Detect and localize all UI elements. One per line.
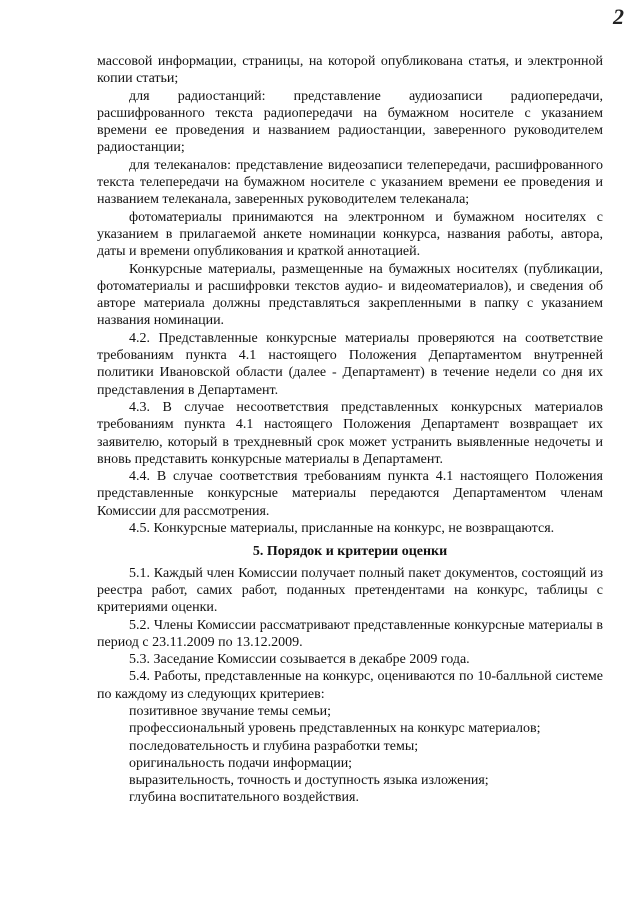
paragraph-media-continued: массовой информации, страницы, на которой опубликована статья, и электронной копии статьи; bbox=[97, 54, 603, 87]
paragraph-5-4: 5.4. Работы, представленные на конкурс, оцениваются по 10-балльной системе по каждому из следующих критериев: bbox=[97, 669, 603, 702]
criterion-item: профессиональный уровень представленных на конкурс материалов; bbox=[129, 721, 541, 737]
paragraph-photo: фотоматериалы принимаются на электронном и бумажном носителях с указанием в прилагаемой анкете номинации конкурса, названия работы, автора, даты и времени опубликования и краткой аннотацией. bbox=[97, 209, 603, 260]
page-number-mark: 2 bbox=[613, 4, 624, 29]
criterion-item: позитивное звучание темы семьи; bbox=[129, 703, 332, 719]
paragraph-4-5: 4.5. Конкурсные материалы, присланные на конкурс, не возвращаются. bbox=[129, 521, 555, 537]
paragraph-paper-materials: Конкурсные материалы, размещенные на бумажных носителях (публикации, фотоматериалы и расшифровки текстов аудио- и видеоматериалов), и сведения об авторе материала должны представляться закрепленными в папку с указанием названия номинации. bbox=[97, 261, 603, 329]
criterion-item: последовательность и глубина разработки темы; bbox=[129, 738, 419, 754]
paragraph-radio: для радиостанций: представление аудиозаписи радиопередачи, расшифрованного текста радиопередачи на бумажном носителе с указанием времени ее проведения и названием радиостанции, заверенного руководителем радиостанции; bbox=[97, 88, 603, 156]
criterion-item: глубина воспитательного воздействия. bbox=[129, 790, 359, 806]
paragraph-tv: для телеканалов: представление видеозаписи телепередачи, расшифрованного текста телепередачи на бумажном носителе с указанием времени ее проведения и названием телеканала, заверенных руководителем телеканала; bbox=[97, 157, 603, 208]
paragraph-4-3: 4.3. В случае несоответствия представленных конкурсных материалов требованиям пункта 4.1 настоящего Положения Департамент возвращает их заявителю, который в трехдневный срок может устранить выявленные недочеты и вновь представить конкурсные материалы в Департамент. bbox=[97, 399, 603, 467]
document-body bbox=[97, 53, 603, 807]
criterion-item: оригинальность подачи информации; bbox=[129, 755, 353, 771]
paragraph-4-2: 4.2. Представленные конкурсные материалы проверяются на соответствие требованиям пункта 4.1 настоящего Положения Департаментом внутренней политики Ивановской области (далее - Департамент) в течение недели со дня их представления в Департамент. bbox=[97, 330, 603, 398]
paragraph-5-1: 5.1. Каждый член Комиссии получает полный пакет документов, состоящий из реестра работ, самих работ, поданных претендентами на конкурс, таблицы с критериями оценки. bbox=[97, 565, 603, 616]
paragraph-4-4: 4.4. В случае соответствия требованиям пункта 4.1 настоящего Положения представленные конкурсные материалы передаются Департаментом членам Комиссии для рассмотрения. bbox=[97, 469, 603, 519]
paragraph-5-3: 5.3. Заседание Комиссии созывается в декабре 2009 года. bbox=[129, 652, 470, 668]
paragraph-5-2: 5.2. Члены Комиссии рассматривают представленные конкурсные материалы в период с 23.11.2009 по 13.12.2009. bbox=[97, 617, 603, 650]
section-title: 5. Порядок и критерии оценки bbox=[252, 544, 448, 560]
criterion-item: выразительность, точность и доступность языка изложения; bbox=[129, 773, 489, 789]
